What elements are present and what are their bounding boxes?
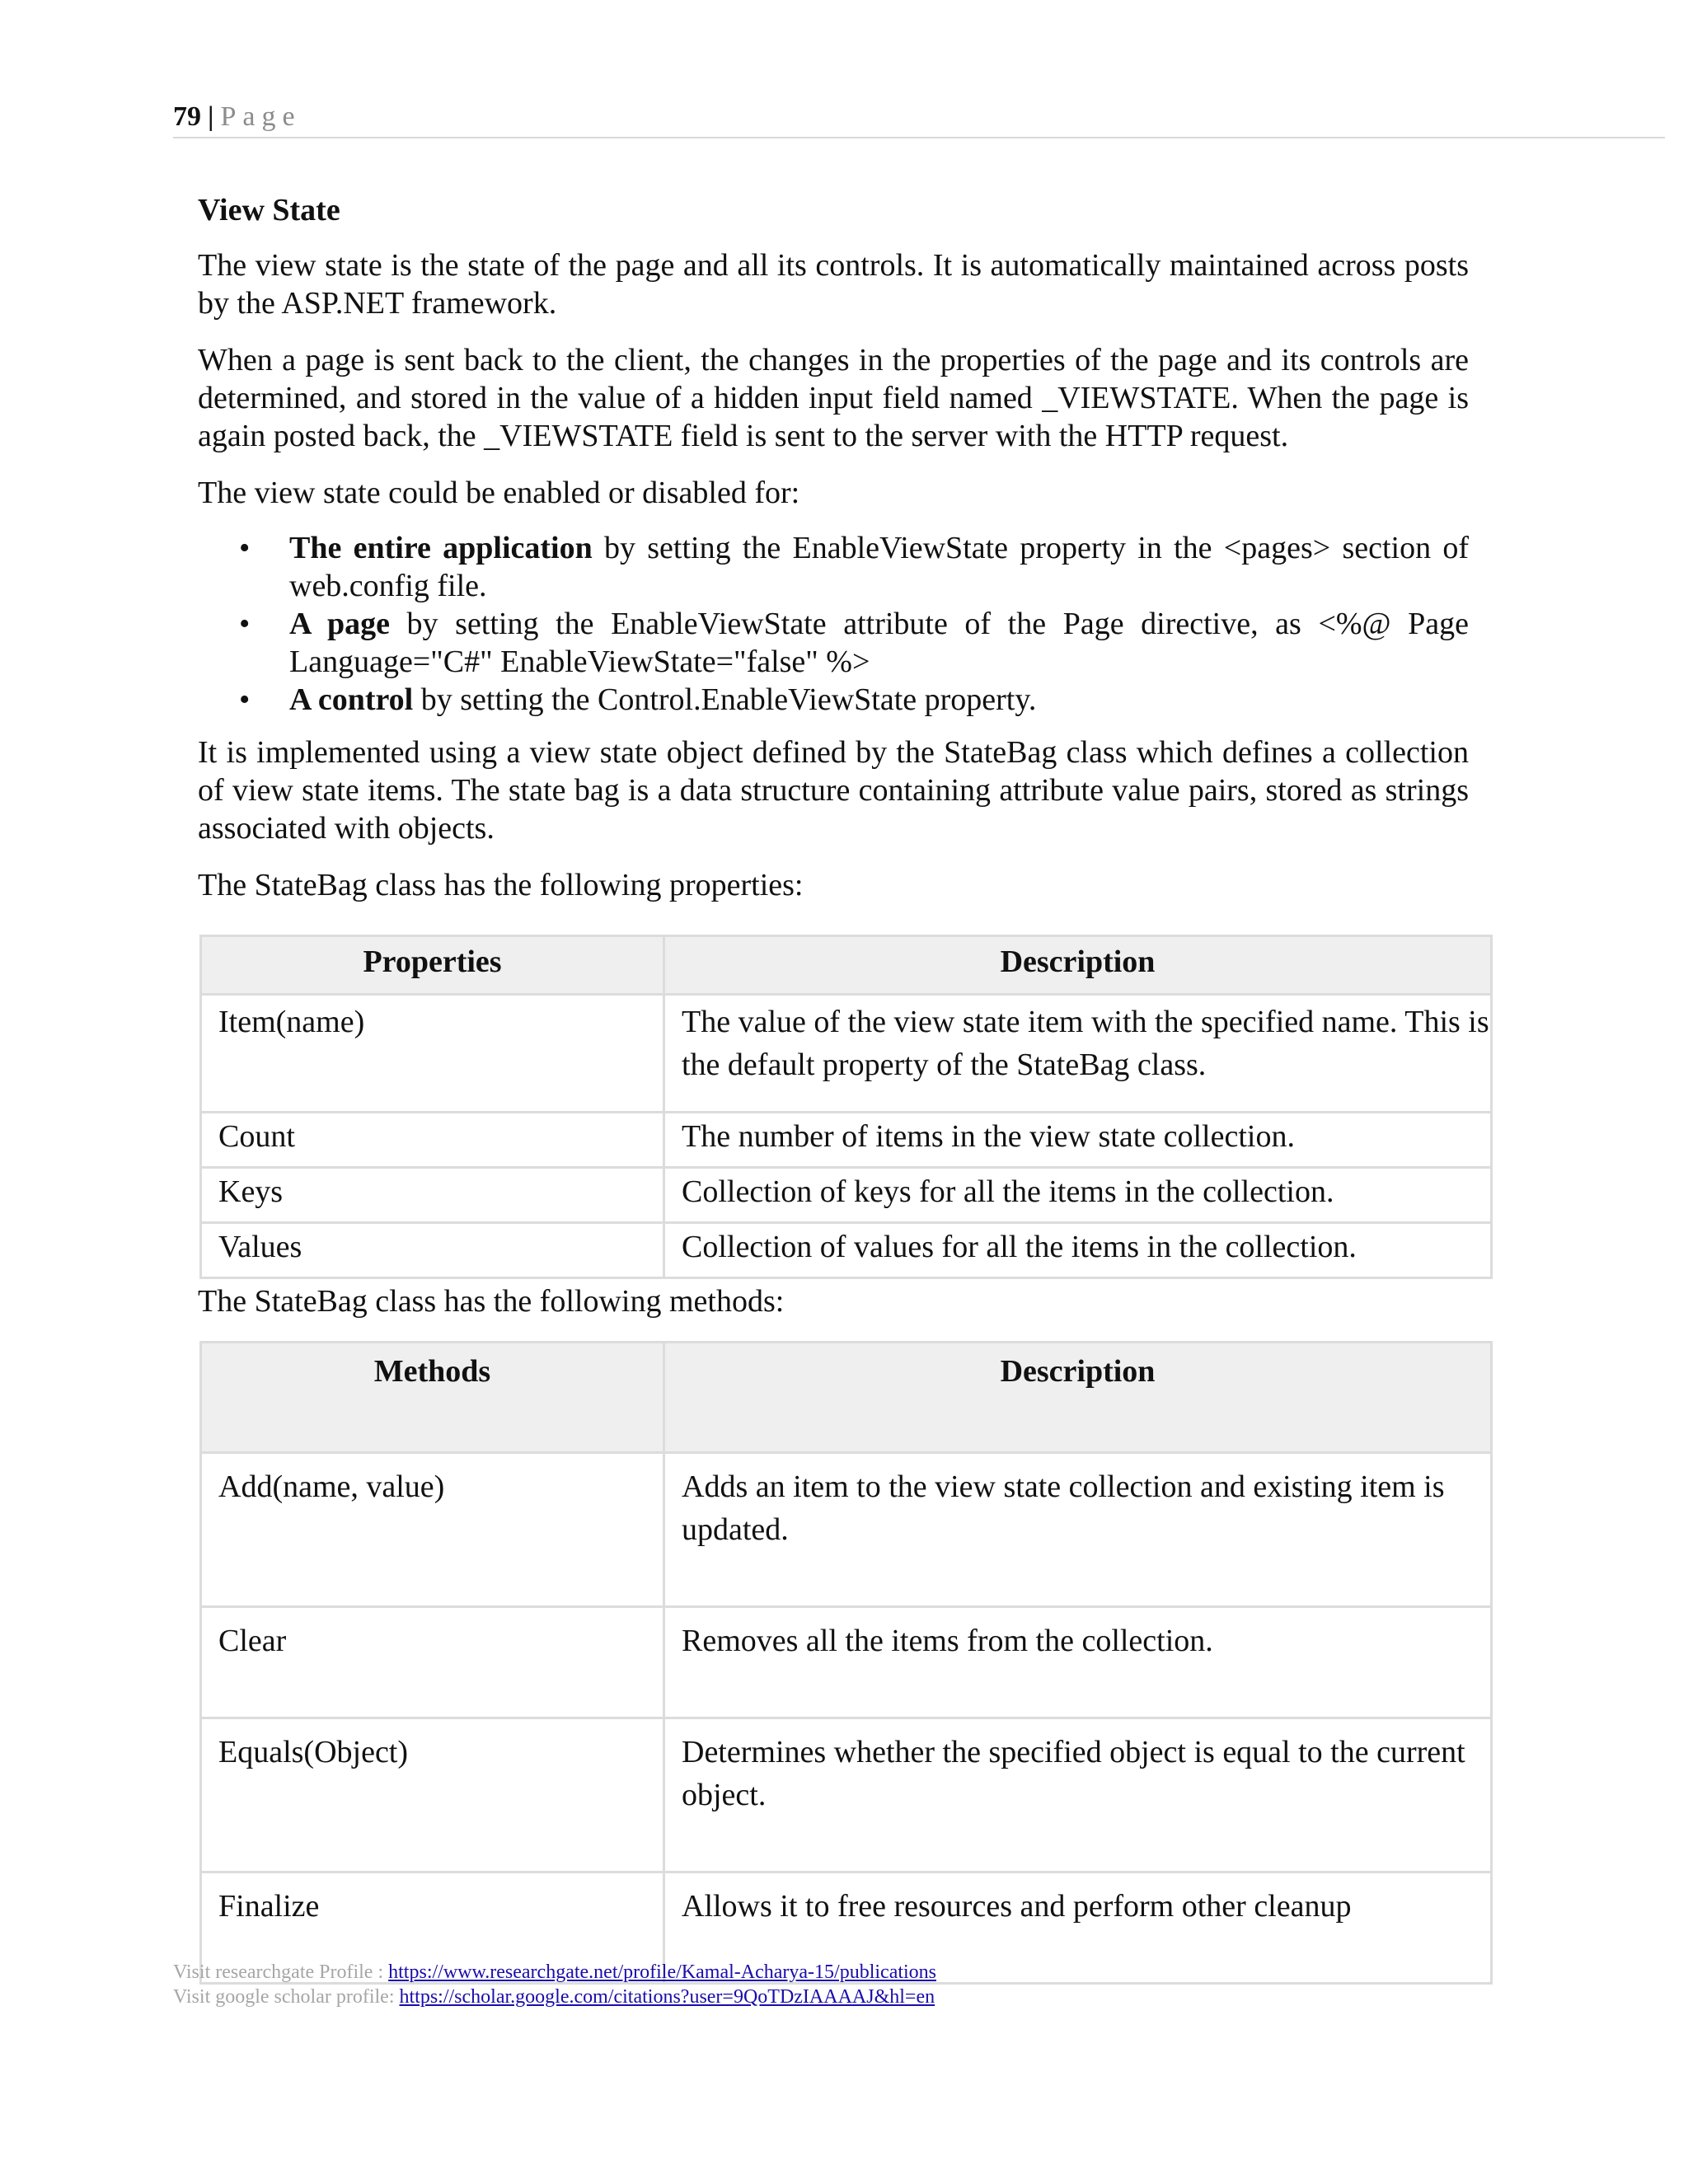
property-description: Collection of values for all the items in the collection. (664, 1223, 1492, 1278)
paragraph-4: It is implemented using a view state object defined by the StateBag class which defines a collection of view state items. The state bag is a data structure containing attribute value pairs, stored as strings associated with objects. (198, 735, 1469, 846)
column-header: Description (664, 936, 1492, 995)
table-header-row (201, 936, 1492, 995)
footer-label: Visit researchgate Profile : (173, 1961, 389, 1983)
paragraph-6: The StateBag class has the following methods: (198, 1284, 785, 1319)
bullet-icon: • (239, 607, 251, 641)
main-content (198, 191, 1469, 923)
method-name: Equals(Object) (201, 1718, 664, 1872)
column-header: Description (664, 1343, 1492, 1453)
table-row (201, 1607, 1492, 1718)
methods-table (199, 1341, 1493, 1985)
table-header-row (201, 1343, 1492, 1453)
list-item (198, 681, 1469, 719)
property-description: Collection of keys for all the items in the collection. (664, 1168, 1492, 1223)
bullet-bold: A page (289, 607, 390, 641)
bullet-text: by setting the EnableViewState property in the <pages> section of web.config file. (289, 531, 1469, 603)
column-header: Methods (201, 1343, 664, 1453)
list-item (198, 605, 1469, 681)
method-description: Adds an item to the view state collection and existing item is updated. (664, 1453, 1492, 1607)
table-row (201, 1223, 1492, 1278)
method-name: Finalize (201, 1872, 664, 1984)
property-name: Values (201, 1223, 664, 1278)
bullet-text: by setting the Control.EnableViewState property. (413, 682, 1037, 717)
footer-label: Visit google scholar profile: (173, 1986, 400, 2008)
bullet-list (198, 529, 1469, 719)
table-row (201, 995, 1492, 1113)
bullet-bold: A control (289, 682, 414, 717)
bullet-icon: • (239, 682, 251, 717)
property-description: The value of the view state item with the specified name. This is the default property of the StateBag class. (664, 995, 1492, 1113)
page-number: 79 (173, 101, 201, 132)
bullet-text: by setting the EnableViewState attribute of the Page directive, as <%@ Page Language="C#" EnableViewState="false" %> (289, 607, 1469, 679)
table-row (201, 1718, 1492, 1872)
table-row (201, 1113, 1492, 1168)
researchgate-link[interactable]: https://www.researchgate.net/profile/Kamal-Acharya-15/publications (388, 1961, 937, 1983)
page-footer (173, 1960, 936, 2009)
method-description: Allows it to free resources and perform other cleanup (664, 1872, 1492, 1984)
footer-line-scholar (173, 1985, 936, 2009)
column-header: Properties (201, 936, 664, 995)
footer-line-researchgate (173, 1960, 936, 1985)
paragraph-5: The StateBag class has the following properties: (198, 868, 804, 902)
property-description: The number of items in the view state collection. (664, 1113, 1492, 1168)
table-row (201, 1453, 1492, 1607)
property-name: Item(name) (201, 995, 664, 1113)
method-name: Clear (201, 1607, 664, 1718)
table-row (201, 1168, 1492, 1223)
bullet-icon: • (239, 531, 251, 565)
paragraph-1: The view state is the state of the page and all its controls. It is automatically maintained across posts by the ASP.NET framework. (198, 248, 1469, 321)
list-item (198, 529, 1469, 605)
property-name: Count (201, 1113, 664, 1168)
header-separator: | (208, 101, 214, 132)
page-word: Page (220, 101, 302, 132)
property-name: Keys (201, 1168, 664, 1223)
bullet-bold: The entire application (289, 531, 593, 565)
method-description: Removes all the items from the collection. (664, 1607, 1492, 1718)
paragraph-2: When a page is sent back to the client, the changes in the properties of the page and its controls are determined, and stored in the value of a hidden input field named _VIEWSTATE. When the page is again posted back, the _VIEWSTATE field is sent to the server with the HTTP request. (198, 343, 1469, 453)
properties-table (199, 935, 1493, 1279)
section-title: View State (198, 193, 340, 227)
paragraph-3: The view state could be enabled or disabled for: (198, 476, 800, 510)
method-description: Determines whether the specified object is equal to the current object. (664, 1718, 1492, 1872)
method-name: Add(name, value) (201, 1453, 664, 1607)
page-header (173, 97, 1665, 138)
scholar-link[interactable]: https://scholar.google.com/citations?user=9QoTDzIAAAAJ&hl=en (399, 1986, 935, 2008)
